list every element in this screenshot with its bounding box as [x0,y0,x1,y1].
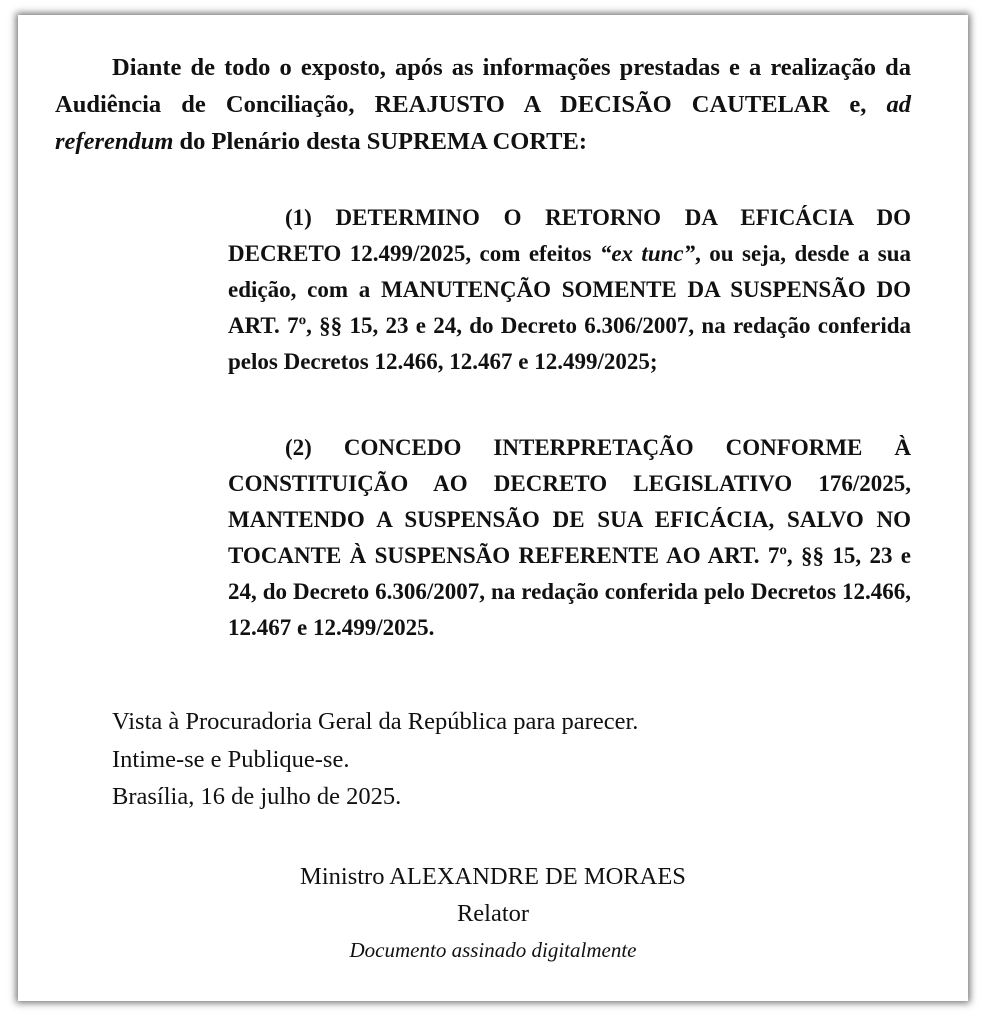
document-page [18,15,968,1001]
signature-role: Relator [456,900,530,927]
decision-item-2 [228,430,911,646]
signature-note: Documento assinado digitalmente [349,938,637,962]
signature-block [18,858,968,968]
closing-line-intime: Intime-se e Publique-se. [112,745,350,773]
item-1-text-end: , ou seja, desde a sua edição, com a MANUTENÇÃO SOMENTE DA SUSPENSÃO DO ART. 7º, §§ 15, 23 e 24, do Decreto 6.306/2007, na redação conferida pelos Decretos 12.466, 12.467 e 12.499/2025; [228,241,911,374]
item-2-text: (2) CONCEDO INTERPRETAÇÃO CONFORME À CONSTITUIÇÃO AO DECRETO LEGISLATIVO 176/2025, MANTENDO A SUSPENSÃO DE SUA EFICÁCIA, SALVO NO TOCANTE À SUSPENSÃO REFERENTE AO ART. 7º, §§ 15, 23 e 24, do Decreto 6.306/2007, na redação conferida pelo Decretos 12.466, 12.467 e 12.499/2025. [228,435,911,640]
signature-name: Ministro ALEXANDRE DE MORAES [300,863,686,890]
intro-text-start: Diante de todo o exposto, após as informações prestadas e a realização da Audiência de Conciliação, REAJUSTO A DECISÃO CAUTELAR e, [55,54,911,118]
intro-italic-phrase: ad referendum [55,91,911,155]
decision-item-1 [228,200,911,380]
item-1-italic-phrase: “ex tunc” [599,241,696,266]
closing-block [112,703,638,816]
item-1-text-start: (1) DETERMINO O RETORNO DA EFICÁCIA DO DECRETO 12.499/2025, com efeitos [228,205,911,266]
intro-paragraph [55,49,911,160]
closing-line-date: Brasília, 16 de julho de 2025. [112,783,402,810]
closing-line-vista: Vista à Procuradoria Geral da República para parecer. [112,708,639,735]
intro-text-end: do Plenário desta SUPREMA CORTE: [173,128,588,155]
